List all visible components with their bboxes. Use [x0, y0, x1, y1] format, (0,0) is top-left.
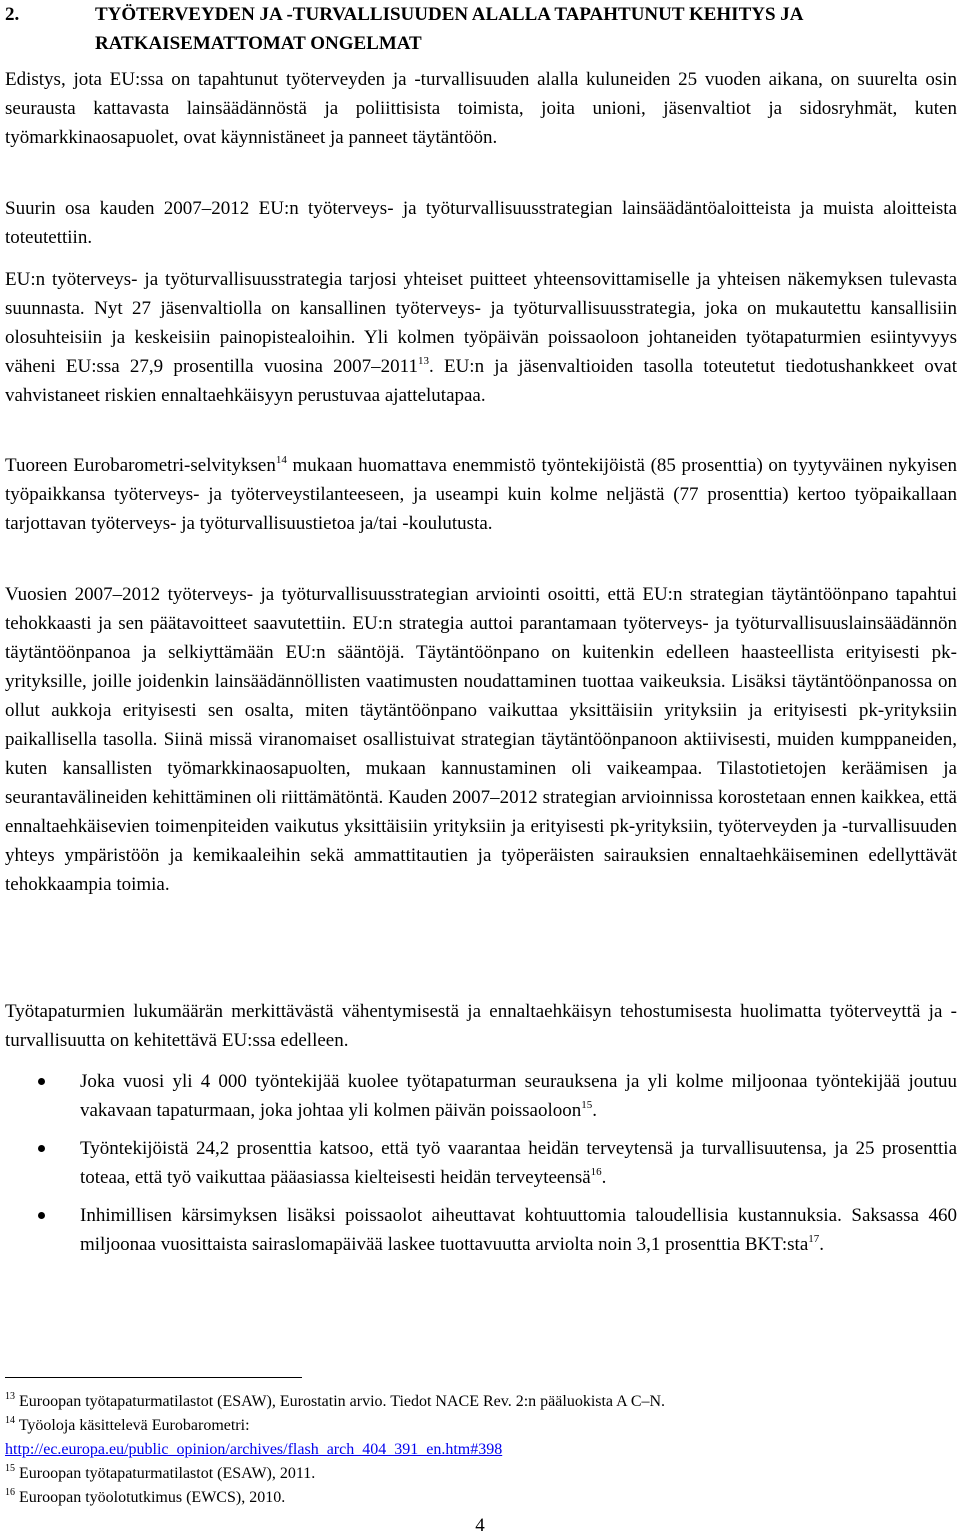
page-number: 4 [475, 1515, 485, 1536]
footnote-ref-15[interactable]: 15 [581, 1099, 593, 1111]
eurobarometer-link[interactable]: http://ec.europa.eu/public_opinion/archives/flash_arch_404_391_en.htm#398 [5, 1441, 503, 1458]
bullet-dot-icon [38, 1078, 45, 1085]
footnote-ref-13[interactable]: 13 [417, 355, 429, 367]
footnote-16: $^{16}$ Euroopan työolotutkimus (EWCS), 2010. [5, 1487, 286, 1506]
footnote-13: $^{13}$ Euroopan työtapaturmatilastot (ESAW), Eurostatin arvio. Tiedot NACE Rev. 2:n pääluokista A C–N. [5, 1391, 666, 1410]
footnote-14: $^{14}$ Työoloja käsittelevä Eurobarometri: http://ec.europa.eu/public_opinion/archives/flash_arch_404_391_en.htm#398 [5, 1415, 503, 1458]
bullet-list [5, 1067, 957, 1268]
list-item: Joka vuosi yli 4 000 työntekijää kuolee työtapaturman seurauksena ja yli kolme miljoonaa työntekijää joutuu vakavaan tapaturmaan, joka johtaa yli kolmen päivän poissaoloon$^{15}$. [5, 1067, 957, 1125]
bullet-dot-icon [38, 1145, 45, 1152]
paragraph-initiatives: Suurin osa kauden 2007–2012 EU:n työterveys- ja työturvallisuusstrategian lainsäädäntöaloitteista ja muista aloitteista toteutettiin. [5, 198, 957, 248]
bullet-dot-icon [38, 1212, 45, 1219]
footnote-divider [5, 1377, 302, 1378]
footnote-ref-16[interactable]: 16 [590, 1166, 602, 1178]
list-item: Inhimillisen kärsimyksen lisäksi poissaolot aiheuttavat kohtuuttomia taloudellisia kustannuksia. Saksassa 460 miljoonaa vuosittaista sairaslomapäivää laskee tuottavuutta arviolta noin 3,1 prosenttia BKT:sta$^{17}$. [5, 1201, 957, 1259]
footnote-15: $^{15}$ Euroopan työtapaturmatilastot (ESAW), 2011. [5, 1463, 316, 1482]
list-item: Työntekijöistä 24,2 prosenttia katsoo, että työ vaarantaa heidän terveytensä ja turvallisuutensa, ja 25 prosenttia toteaa, että työ vaikuttaa pääasiassa kielteisesti heidän terveyteensä$^{16}$. [5, 1134, 957, 1192]
section-title: TYÖTERVEYDEN JA -TURVALLISUUDEN ALALLA TAPAHTUNUT KEHITYS JA RATKAISEMATTOMAT ONGELMAT [95, 4, 803, 54]
footnotes [5, 1390, 955, 1510]
section-heading [5, 0, 957, 58]
paragraph-strategy: EU:n työterveys- ja työturvallisuusstrategia tarjosi yhteiset puitteet yhteensovittamiselle ja yhteisen näkemyksen tulevasta suunnasta. Nyt 27 jäsenvaltiolla on kansallinen työterveys- ja työturvallisuusstrategia, joka on mukautettu kansallisiin olosuhteisiin ja keskeisiin painopistealoihin. Yli kolmen työpäivän poissaoloon johtaneiden työtapaturmien esiintyvyys väheni EU:ssa 27,9 prosentilla vuosina 2007–2011$^{13}$. EU:n ja jäsenvaltioiden tasolla toteutetut tiedotushankkeet ovat vahvistaneet riskien ennaltaehkäisyyn perustuvaa ajattelutapaa. [5, 269, 957, 406]
footnote-ref-17[interactable]: 17 [808, 1233, 820, 1245]
paragraph-eurobarometer: Tuoreen Eurobarometri-selvityksen$^{14}$ mukaan huomattava enemmistö työntekijöistä (85 prosenttia) on tyytyväinen nykyisen työpaikkansa työterveys- ja työterveystilanteeseen, ja useampi kuin kolme neljästä (77 prosenttia) kertoo työpaikallaan tarjottavan työterveys- ja työturvallisuustietoa ja/tai -koulutusta. [5, 454, 957, 534]
section-number: 2. [5, 4, 20, 25]
paragraph-evaluation: Vuosien 2007–2012 työterveys- ja työturvallisuusstrategian arviointi osoitti, että EU:n strategian täytäntöönpano tapahtui tehokkaasti ja sen päätavoitteet saavutettiin. EU:n strategia auttoi parantamaan työterveys- ja työturvallisuuslainsäädännön täytäntöönpanoa ja selkiyttämään EU:n sääntöjä. Täytäntöönpano on kuitenkin edelleen haasteellista erityisesti pk-yrityksille, joille joidenkin lainsäädännöllisten vaatimusten noudattaminen tuottaa vaikeuksia. Lisäksi täytäntöönpanossa on ollut aukkoja erityisesti sen osalta, miten täytäntöönpano vaikuttaa yksittäisiin yrityksiin ja erityisesti pk-yrityksiin paikallisella tasolla. Siinä missä viranomaiset osallistuivat strategian täytäntöönpanoon aktiivisesti, muiden kumppaneiden, kuten kansallisten työmarkkinaosapuolten, mukaan kannustaminen oli vaikeampaa. Tilastotietojen keräämisen ja seurantavälineiden kehittäminen oli riittämätöntä. Kauden 2007–2012 strategian arvioinnissa korostetaan ennen kaikkea, että ennaltaehkäisevien toimenpiteiden vaikutus yksittäisiin yrityksiin ja erityisesti pk-yrityksiin, työterveyden ja -turvallisuuden yhteys ympäristöön ja kemikaaleihin sekä ammattitautien ja työperäisten sairauksien ennaltaehkäiseminen edellyttävät tehokkaampia toimia. [5, 584, 957, 895]
paragraph-further-work: Työtapaturmien lukumäärän merkittävästä vähentymisestä ja ennaltaehkäisyn tehostumisesta huolimatta työterveyttä ja -turvallisuutta on kehitettävä EU:ssa edelleen. [5, 1001, 957, 1051]
paragraph-progress: Edistys, jota EU:ssa on tapahtunut työterveyden ja -turvallisuuden alalla kuluneiden 25 vuoden aikana, on suurelta osin seurausta kattavasta lainsäädännöstä ja poliittisista toimista, joita unioni, jäsenvaltiot ja sidosryhmät, kuten työmarkkinaosapuolet, ovat käynnistäneet ja panneet täytäntöön. [5, 69, 957, 148]
footnote-ref-14[interactable]: 14 [275, 454, 287, 466]
